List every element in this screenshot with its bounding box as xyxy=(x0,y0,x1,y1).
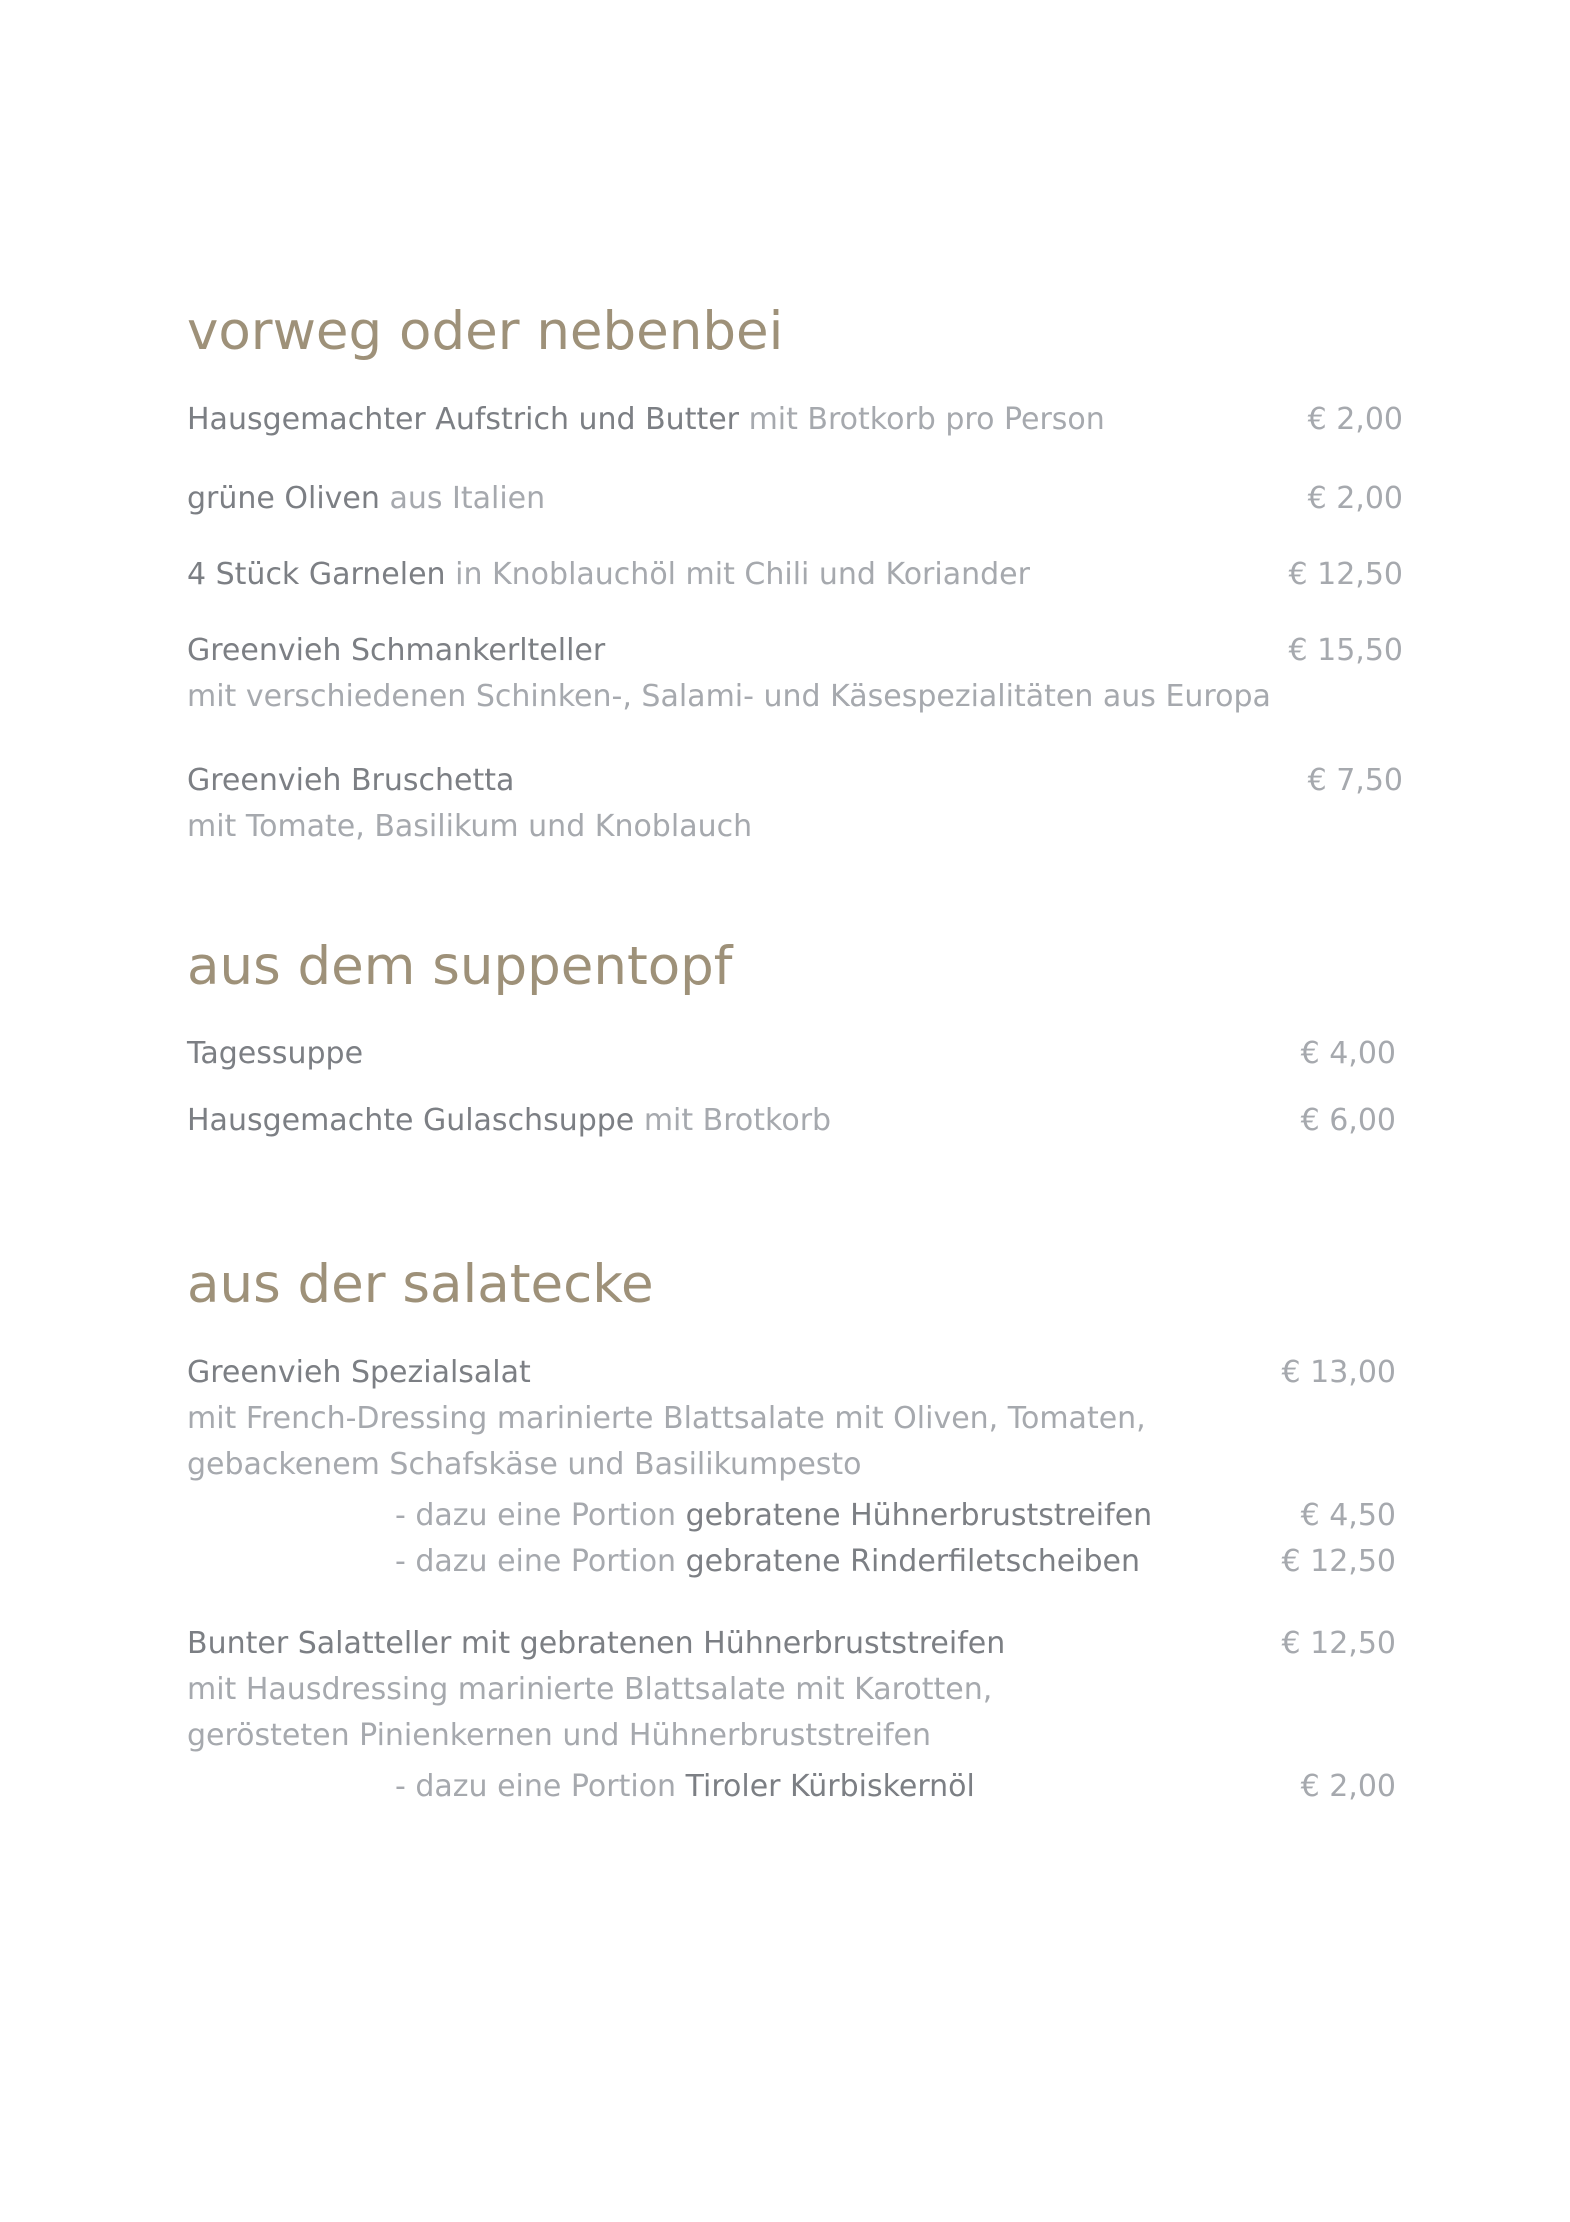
item-name: Bunter Salatteller mit gebratenen Hühnerbruststreifen xyxy=(187,1626,1006,1661)
item-desc: mit Brotkorb xyxy=(643,1103,832,1138)
section-title-vorweg: vorweg oder nebenbei xyxy=(187,301,784,362)
item-line xyxy=(187,628,1403,674)
menu-item xyxy=(187,628,1403,720)
item-desc: aus Italien xyxy=(389,481,546,516)
extra-prefix: - dazu eine Portion xyxy=(395,1498,677,1533)
item-desc: in Knoblauchöl mit Chili und Koriander xyxy=(455,557,1030,592)
item-line xyxy=(187,1621,1403,1667)
extra-item xyxy=(395,1539,1396,1585)
item-line xyxy=(187,1098,1403,1144)
extra-price: € 12,50 xyxy=(1281,1544,1396,1579)
item-price: € 13,00 xyxy=(1281,1355,1396,1390)
item-line xyxy=(187,476,1403,522)
item-name: Tagessuppe xyxy=(187,1036,364,1071)
item-desc-line: mit verschiedenen Schinken-, Salami- und Käsespezialitäten aus Europa xyxy=(187,679,1271,714)
extra-prefix: - dazu eine Portion xyxy=(395,1544,677,1579)
item-line xyxy=(187,758,1403,804)
item-desc-line: gebackenem Schafskäse und Basilikumpesto xyxy=(187,1447,862,1482)
item-price: € 12,50 xyxy=(1288,557,1403,592)
extra-name: gebratene Hühnerbruststreifen xyxy=(685,1498,1153,1533)
item-price: € 2,00 xyxy=(1307,481,1403,516)
item-desc: mit Brotkorb pro Person xyxy=(748,402,1105,437)
item-line xyxy=(187,397,1403,443)
menu-item xyxy=(187,476,1403,522)
item-line xyxy=(187,1350,1403,1396)
menu-item xyxy=(187,1031,1403,1077)
item-desc-line: gerösteten Pinienkernen und Hühnerbruststreifen xyxy=(187,1718,931,1753)
menu-item xyxy=(187,1098,1403,1144)
menu-item xyxy=(187,552,1403,598)
menu-item xyxy=(187,758,1403,850)
item-name: grüne Oliven xyxy=(187,481,380,516)
item-name: Hausgemachte Gulaschsuppe xyxy=(187,1103,635,1138)
extra-item xyxy=(395,1493,1396,1539)
extra-prefix: - dazu eine Portion xyxy=(395,1769,677,1804)
item-price: € 12,50 xyxy=(1281,1626,1396,1661)
extra-line xyxy=(395,1493,1396,1539)
extra-item xyxy=(395,1764,1396,1810)
extra-line xyxy=(395,1539,1396,1585)
item-name: Hausgemachter Aufstrich und Butter xyxy=(187,402,740,437)
item-price: € 2,00 xyxy=(1307,402,1403,437)
section-title-salatecke: aus der salatecke xyxy=(187,1254,654,1315)
item-price: € 15,50 xyxy=(1288,633,1403,668)
extra-name: Tiroler Kürbiskernöl xyxy=(685,1769,975,1804)
menu-item xyxy=(187,397,1403,443)
extra-price: € 4,50 xyxy=(1300,1498,1396,1533)
extra-name: gebratene Rinderfiletscheiben xyxy=(685,1544,1141,1579)
menu-item xyxy=(187,1621,1403,1759)
section-title-suppentopf: aus dem suppentopf xyxy=(187,936,733,997)
menu-item xyxy=(187,1350,1403,1488)
item-desc-line: mit Tomate, Basilikum und Knoblauch xyxy=(187,809,753,844)
item-name: 4 Stück Garnelen xyxy=(187,557,446,592)
item-line xyxy=(187,1031,1403,1077)
extra-line xyxy=(395,1764,1396,1810)
item-name: Greenvieh Spezialsalat xyxy=(187,1355,531,1390)
item-name: Greenvieh Bruschetta xyxy=(187,763,515,798)
item-desc-line: mit French-Dressing marinierte Blattsalate mit Oliven, Tomaten, xyxy=(187,1401,1146,1436)
item-name: Greenvieh Schmankerlteller xyxy=(187,633,606,668)
item-price: € 6,00 xyxy=(1300,1103,1396,1138)
item-price: € 7,50 xyxy=(1307,763,1403,798)
item-line xyxy=(187,552,1403,598)
item-desc-line: mit Hausdressing marinierte Blattsalate mit Karotten, xyxy=(187,1672,993,1707)
item-price: € 4,00 xyxy=(1300,1036,1396,1071)
extra-price: € 2,00 xyxy=(1300,1769,1396,1804)
